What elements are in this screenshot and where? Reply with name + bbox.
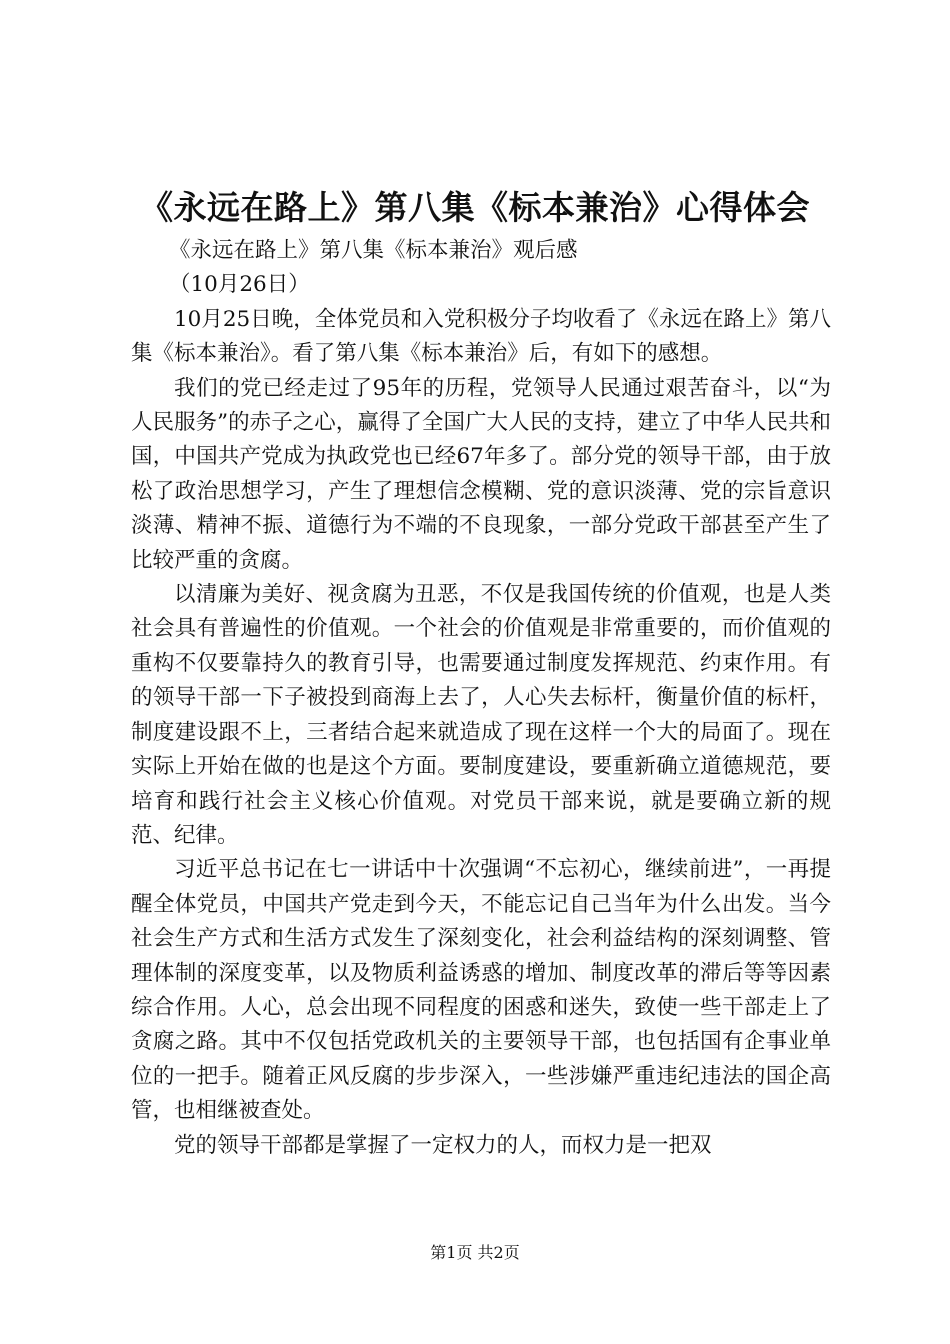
paragraph: 我们的党已经走过了95年的历程，党领导人民通过艰苦奋斗，以“为人民服务”的赤子之心，赢得了全国广大人民的支持，建立了中华人民共和国，中国共产党成为执政党也已经67年多了。部分党的领导干部，由于放松了政治思想学习，产生了理想信念模糊、党的意识淡薄、党的宗旨意识淡薄、精神不振、道德行为不端的不良现象，一部分党政干部甚至产生了比较严重的贪腐。 bbox=[131, 375, 831, 573]
document-title: 《永远在路上》第八集《标本兼治》心得体会 bbox=[140, 188, 810, 227]
document-subtitle: 《永远在路上》第八集《标本兼治》观后感 bbox=[169, 238, 578, 263]
paragraph: 党的领导干部都是掌握了一定权力的人，而权力是一把双 bbox=[174, 1132, 712, 1158]
document-date: （10月26日） bbox=[169, 272, 310, 298]
paragraph: 10月25日晚，全体党员和入党积极分子均收看了《永远在路上》第八集《标本兼治》。看了第八集《标本兼治》后，有如下的感想。 bbox=[131, 306, 831, 367]
paragraph: 以清廉为美好、视贪腐为丑恶，不仅是我国传统的价值观，也是人类社会具有普遍性的价值观。一个社会的价值观是非常重要的，而价值观的重构不仅要靠持久的教育引导，也需要通过制度发挥规范、约束作用。有的领导干部一下子被投到商海上去了，人心失去标杆，衡量价值的标杆，制度建设跟不上，三者结合起来就造成了现在这样一个大的局面了。现在实际上开始在做的也是这个方面。要制度建设，要重新确立道德规范，要培育和践行社会主义核心价值观。对党员干部来说，就是要确立新的规范、纪律。 bbox=[131, 582, 831, 848]
paragraph: 习近平总书记在七一讲话中十次强调“不忘初心，继续前进”，一再提醒全体党员，中国共产党走到今天，不能忘记自己当年为什么出发。当今社会生产方式和生活方式发生了深刻变化，社会利益结构的深刻调整、管理体制的深度变革，以及物质利益诱惑的增加、制度改革的滞后等等因素综合作用。人心，总会出现不同程度的困惑和迷失，致使一些干部走上了贪腐之路。其中不仅包括党政机关的主要领导干部，也包括国有企事业单位的一把手。随着正风反腐的步步深入，一些涉嫌严重违纪违法的国企高管，也相继被查处。 bbox=[131, 857, 831, 1124]
page-footer: 第1页 共2页 bbox=[430, 1243, 520, 1262]
document-body bbox=[131, 234, 831, 1163]
